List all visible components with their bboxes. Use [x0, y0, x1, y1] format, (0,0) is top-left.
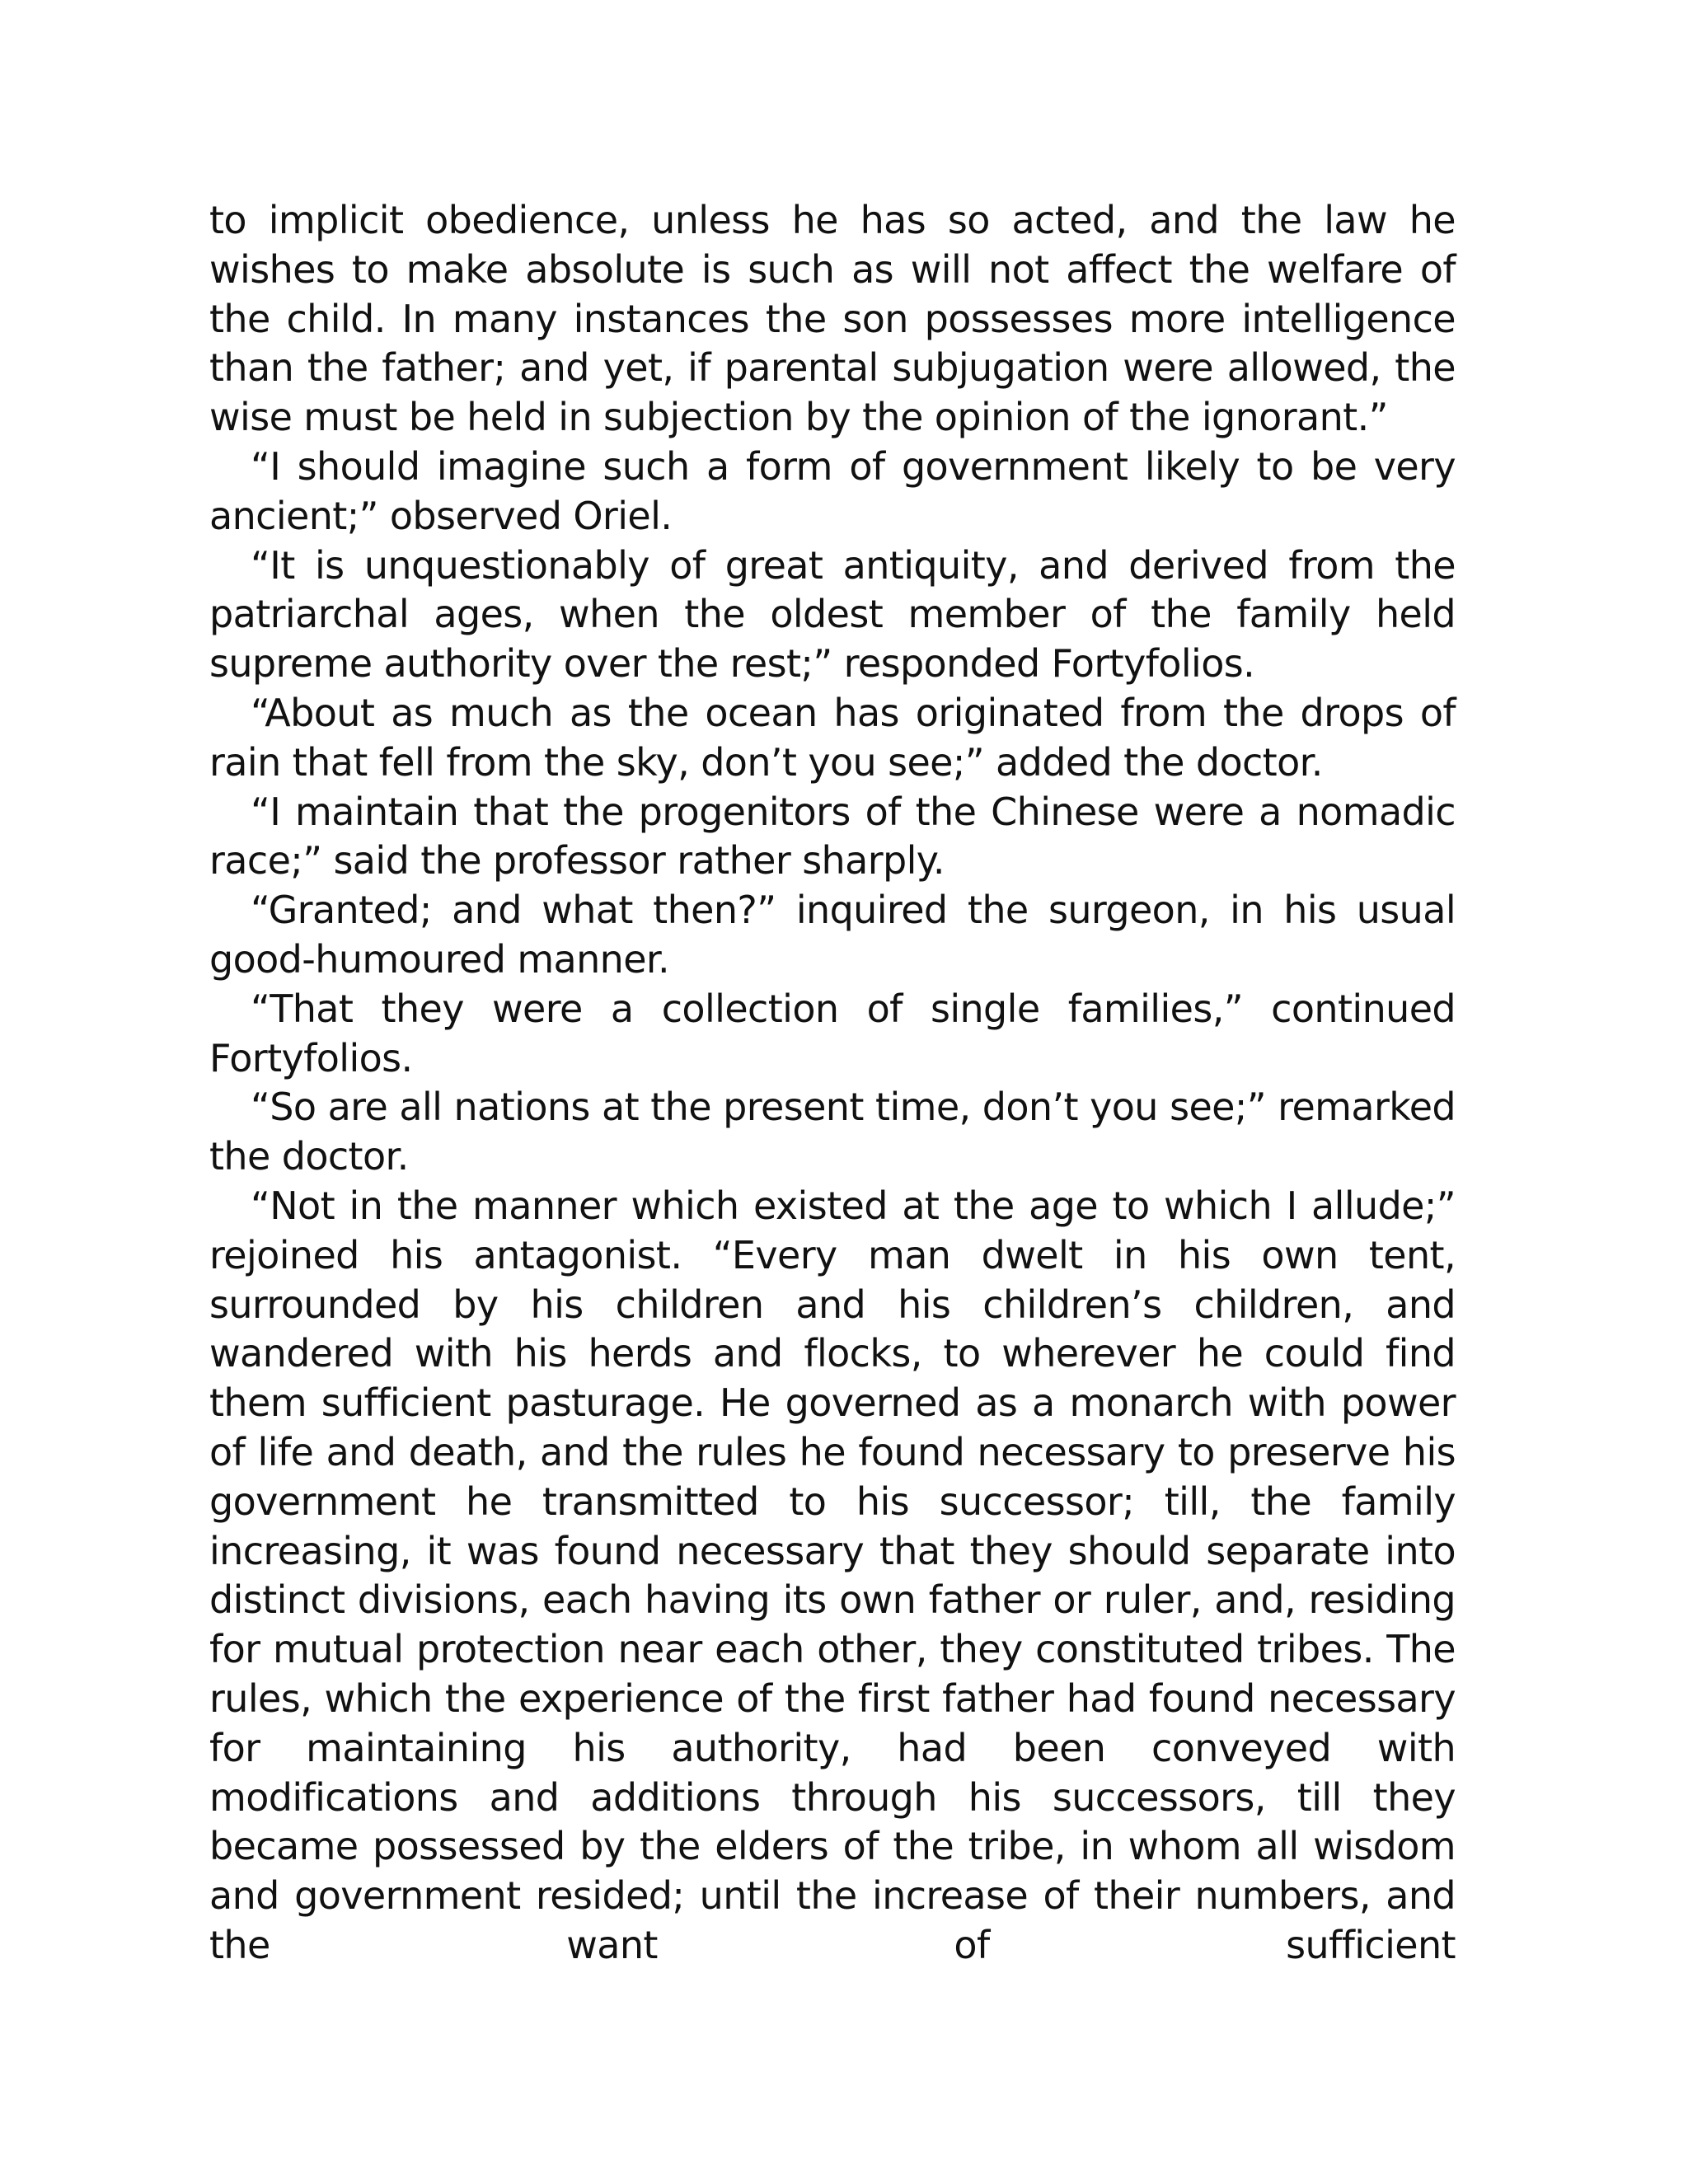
page-text-block [209, 196, 1456, 1971]
paragraph-9: “Not in the manner which existed at the age to which I allude;” rejoined his antagonist. “Every man dwelt in his own tent, surrounded by his children and his children’s children, and wandered with his herds and flocks, to wherever he could find them sufficient pasturage. He governed as a monarch with power of life and death, and the rules he found necessary to preserve his government he transmitted to his successor; till, the family increasing, it was found necessary that they should separate into distinct divisions, each having its own father or ruler, and, residing for mutual protection near each other, they constituted tribes. The rules, which the experience of the first father had found necessary for maintaining his authority, had been conveyed with modifications and additions through his successors, till they became possessed by the elders of the tribe, in whom all wisdom and government resided; until the increase of their numbers, and the want of sufficient [209, 1183, 1456, 1967]
paragraph-2: “I should imagine such a form of government likely to be very ancient;” observed Oriel. [209, 443, 1456, 538]
paragraph-7: “That they were a collection of single families,” continued Fortyfolios. [209, 986, 1456, 1080]
paragraph-3: “It is unquestionably of great antiquity, and derived from the patriarchal ages, when the oldest member of the family held supreme authority over the rest;” responded Fortyfolios. [209, 542, 1456, 687]
paragraph-6: “Granted; and what then?” inquired the surgeon, in his usual good-humoured manner. [209, 888, 1456, 982]
paragraph-1: to implicit obedience, unless he has so acted, and the law he wishes to make absolute is such as will not affect the welfare of the child. In many instances the son possesses more intelligence than the father; and yet, if parental subjugation were allowed, the wise must be held in subjection by the opinion of the ignorant.” [209, 198, 1456, 440]
paragraph-4: “About as much as the ocean has originated from the drops of rain that fell from the sky, don’t you see;” added the doctor. [209, 690, 1456, 785]
paragraph-5: “I maintain that the progenitors of the Chinese were a nomadic race;” said the professor rather sharply. [209, 789, 1456, 883]
paragraph-8: “So are all nations at the present time, don’t you see;” remarked the doctor. [209, 1085, 1456, 1179]
